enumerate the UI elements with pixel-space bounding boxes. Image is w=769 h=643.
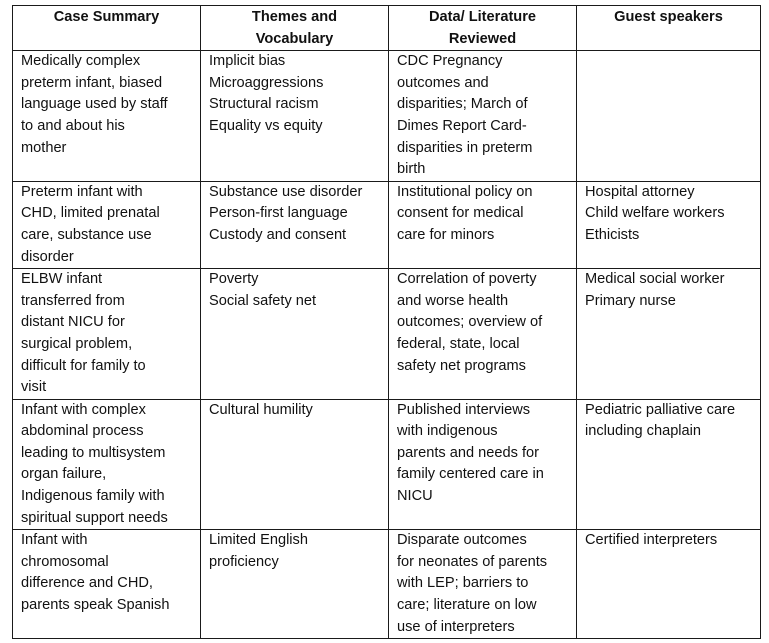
cell-case-summary: Infant with complex abdominal process leading to multisystem organ failure, Indigenous family with spiritual support needs: [13, 399, 201, 530]
cell-data-literature: Disparate outcomes for neonates of parents with LEP; barriers to care; literature on low use of interpreters: [389, 530, 577, 639]
header-case-summary: Case Summary: [13, 6, 201, 51]
curriculum-table: [12, 5, 761, 639]
cell-case-summary: Preterm infant with CHD, limited prenatal care, substance use disorder: [13, 181, 201, 268]
header-themes-vocabulary: Themes and Vocabulary: [201, 6, 389, 51]
table-row: [13, 269, 761, 400]
table-row: [13, 181, 761, 268]
cell-data-literature: Institutional policy on consent for medical care for minors: [389, 181, 577, 268]
table-row: [13, 530, 761, 639]
cell-data-literature: Published interviews with indigenous parents and needs for family centered care in NICU: [389, 399, 577, 530]
table-row: [13, 51, 761, 182]
cell-guest-speakers: [577, 51, 761, 182]
cell-themes: Substance use disorder Person-first language Custody and consent: [201, 181, 389, 268]
cell-case-summary: ELBW infant transferred from distant NICU for surgical problem, difficult for family to visit: [13, 269, 201, 400]
cell-case-summary: Medically complex preterm infant, biased language used by staff to and about his mother: [13, 51, 201, 182]
cell-case-summary: Infant with chromosomal difference and CHD, parents speak Spanish: [13, 530, 201, 639]
curriculum-table-container: [12, 5, 761, 639]
cell-themes: Implicit bias Microaggressions Structural racism Equality vs equity: [201, 51, 389, 182]
table-row: [13, 399, 761, 530]
header-row: [13, 6, 761, 51]
header-data-literature: Data/ Literature Reviewed: [389, 6, 577, 51]
cell-themes: Limited English proficiency: [201, 530, 389, 639]
cell-guest-speakers: Pediatric palliative care including chaplain: [577, 399, 761, 530]
cell-data-literature: CDC Pregnancy outcomes and disparities; March of Dimes Report Card- disparities in preterm birth: [389, 51, 577, 182]
header-guest-speakers: Guest speakers: [577, 6, 761, 51]
cell-data-literature: Correlation of poverty and worse health outcomes; overview of federal, state, local safety net programs: [389, 269, 577, 400]
cell-themes: Cultural humility: [201, 399, 389, 530]
cell-guest-speakers: Certified interpreters: [577, 530, 761, 639]
cell-guest-speakers: Medical social worker Primary nurse: [577, 269, 761, 400]
cell-guest-speakers: Hospital attorney Child welfare workers Ethicists: [577, 181, 761, 268]
cell-themes: Poverty Social safety net: [201, 269, 389, 400]
